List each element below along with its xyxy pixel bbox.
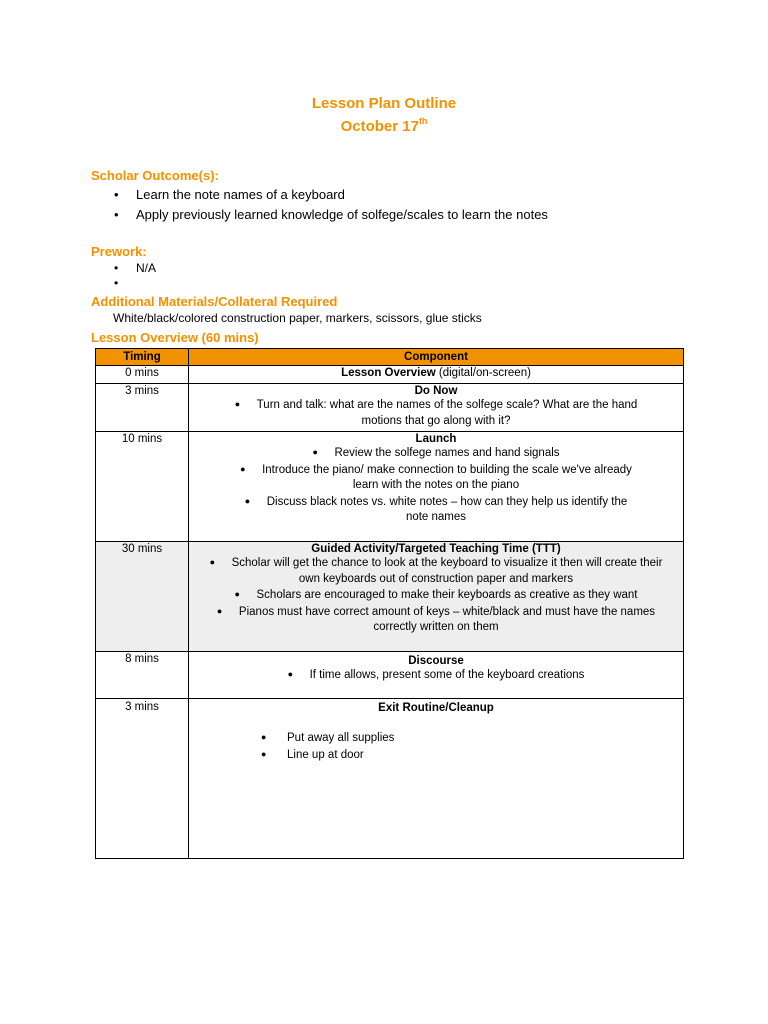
scholar-outcomes-heading: Scholar Outcome(s): bbox=[91, 168, 219, 183]
bullet-text: Put away all supplies bbox=[287, 732, 395, 744]
component-name: Guided Activity/Targeted Teaching Time (TTT) bbox=[311, 543, 561, 555]
component-name: Do Now bbox=[414, 385, 458, 397]
table-row bbox=[96, 384, 684, 432]
bullet-icon: ● bbox=[209, 557, 216, 567]
prework-heading: Prework: bbox=[91, 244, 147, 259]
bullet-icon: ● bbox=[234, 589, 240, 599]
bullet-icon: ● bbox=[261, 732, 267, 742]
table-row bbox=[96, 652, 684, 699]
table-row bbox=[96, 542, 684, 652]
lesson-overview-table bbox=[95, 348, 684, 859]
component-bullets bbox=[193, 730, 679, 763]
timing-column-header: Timing bbox=[96, 349, 189, 366]
scholar-outcomes-list bbox=[114, 185, 548, 225]
bullet-text: Line up at door bbox=[287, 748, 364, 761]
list-item bbox=[207, 604, 665, 636]
bullet-text: Review the solfege names and hand signals bbox=[334, 447, 560, 459]
timing-cell: 8 mins bbox=[96, 652, 189, 699]
component-bullets bbox=[193, 667, 679, 684]
bullet-text: Discuss black notes vs. white notes – how can they help us identify the note names bbox=[266, 495, 628, 523]
component-cell bbox=[189, 699, 684, 859]
component-bullets bbox=[193, 397, 679, 429]
date-text: October 17 bbox=[340, 118, 419, 135]
component-name: Discourse bbox=[408, 655, 464, 667]
table-row bbox=[96, 432, 684, 542]
table-row bbox=[96, 699, 684, 859]
bullet-icon: ● bbox=[240, 463, 246, 474]
component-cell bbox=[189, 432, 684, 542]
bullet-icon: ● bbox=[261, 748, 267, 759]
bullet-icon: ● bbox=[216, 605, 223, 616]
list-item bbox=[233, 462, 639, 494]
list-item bbox=[261, 730, 679, 747]
component-name: Lesson Overview bbox=[341, 367, 436, 379]
timing-cell: 3 mins bbox=[96, 384, 189, 432]
component-column-header: Component bbox=[189, 349, 684, 366]
list-item: • Apply previously learned knowledge of solfege/scales to learn the notes bbox=[114, 205, 548, 225]
bullet-text: Scholars are encouraged to make their keyboards as creative as they want bbox=[256, 589, 638, 601]
component-bullets bbox=[193, 555, 679, 636]
component-cell bbox=[189, 652, 684, 699]
component-cell bbox=[189, 542, 684, 652]
list-item bbox=[193, 667, 679, 684]
table-header-row bbox=[96, 349, 684, 366]
component-bullets bbox=[193, 445, 679, 526]
component-name: Exit Routine/Cleanup bbox=[378, 702, 494, 714]
page-title: Lesson Plan Outline bbox=[311, 95, 457, 112]
component-cell bbox=[189, 366, 684, 384]
bullet-icon: ● bbox=[312, 447, 318, 457]
prework-list bbox=[114, 261, 156, 276]
table-row bbox=[96, 366, 684, 384]
list-item bbox=[233, 397, 639, 429]
bullet-text: Pianos must have correct amount of keys – white/black and must have the names correctly written on them bbox=[238, 605, 656, 633]
timing-cell: 3 mins bbox=[96, 699, 189, 859]
date-suffix: th bbox=[418, 116, 428, 126]
timing-cell: 30 mins bbox=[96, 542, 189, 652]
list-item bbox=[207, 587, 665, 604]
bullet-text: Scholar will get the chance to look at the keyboard to visualize it then will create their own keyboards out of construction paper and markers bbox=[231, 557, 663, 585]
materials-heading: Additional Materials/Collateral Required bbox=[91, 294, 338, 309]
timing-cell: 10 mins bbox=[96, 432, 189, 542]
bullet-text: If time allows, present some of the keyboard creations bbox=[309, 669, 585, 681]
bullet-text: Introduce the piano/ make connection to building the scale we've already learn with the notes on the piano bbox=[262, 463, 632, 491]
list-item bbox=[207, 555, 665, 587]
component-cell bbox=[189, 384, 684, 432]
list-item bbox=[261, 747, 679, 764]
list-item bbox=[233, 494, 639, 526]
bullet-icon: ● bbox=[287, 669, 293, 679]
bullet-icon: ● bbox=[244, 495, 251, 506]
lesson-overview-heading: Lesson Overview (60 mins) bbox=[91, 330, 259, 345]
bullet-icon: ● bbox=[234, 399, 241, 409]
component-desc: (digital/on-screen) bbox=[435, 367, 531, 379]
list-item: • Learn the note names of a keyboard bbox=[114, 185, 548, 205]
component-name: Launch bbox=[415, 433, 457, 445]
bullet-text: Turn and talk: what are the names of the solfege scale? What are the hand motions that go along with it? bbox=[256, 399, 638, 427]
list-item bbox=[233, 445, 639, 462]
page-date bbox=[0, 118, 768, 135]
list-item: • N/A bbox=[114, 261, 156, 276]
timing-cell: 0 mins bbox=[96, 366, 189, 384]
materials-text: White/black/colored construction paper, markers, scissors, glue sticks bbox=[113, 311, 482, 325]
